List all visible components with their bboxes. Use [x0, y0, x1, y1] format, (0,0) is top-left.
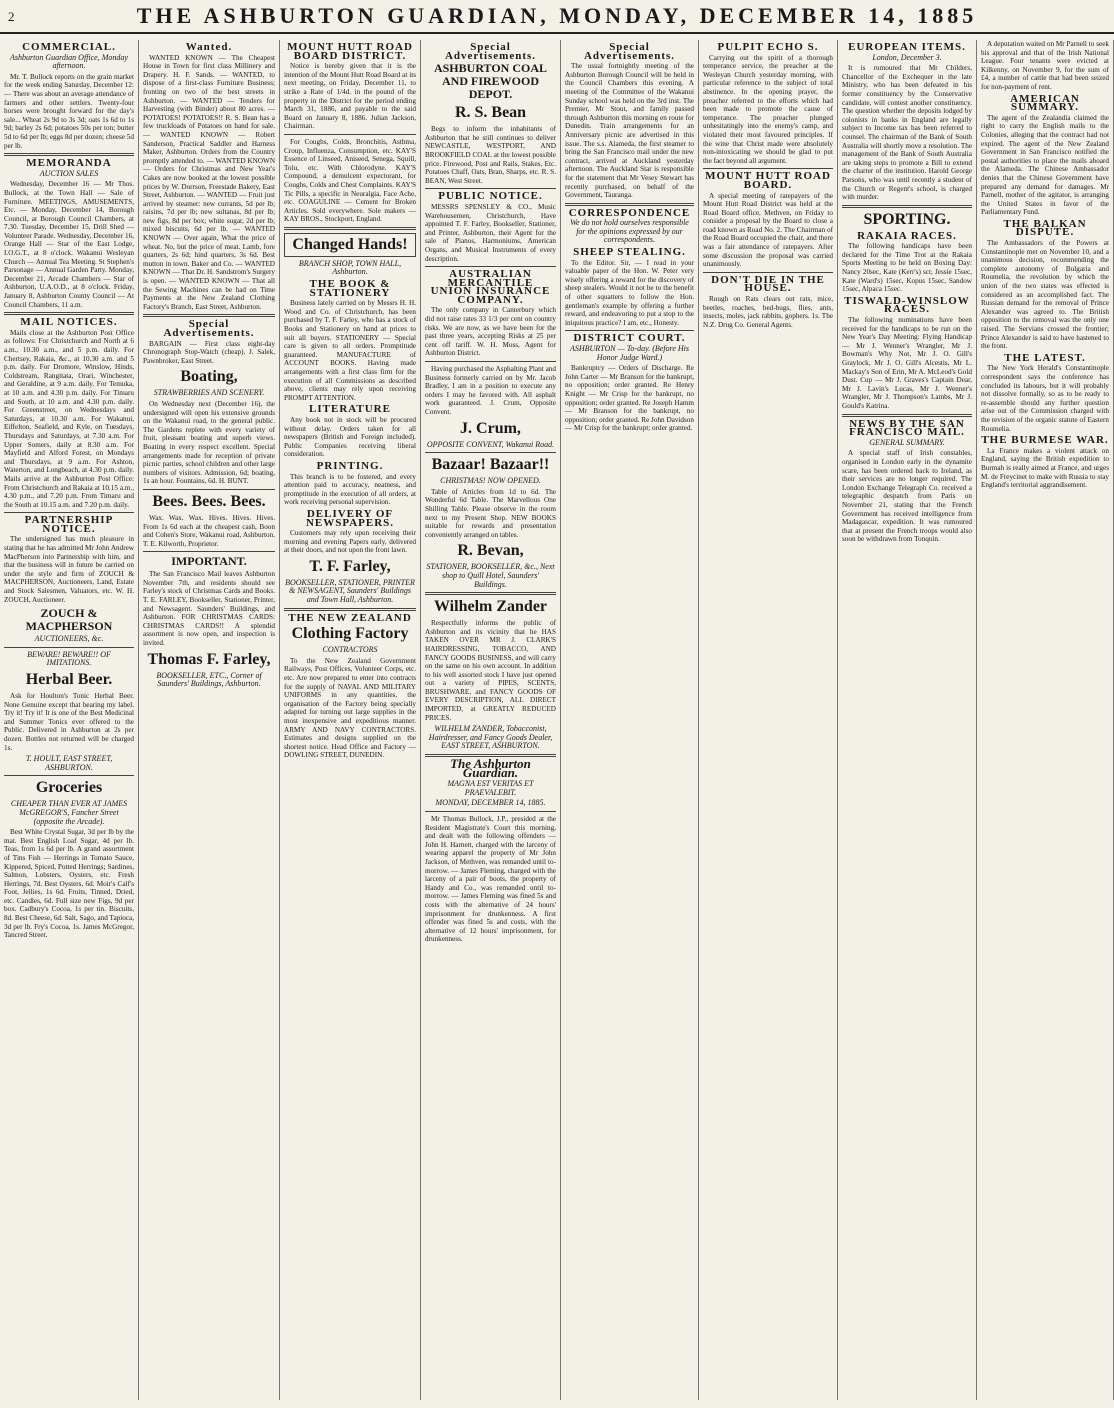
divider [143, 551, 275, 552]
sheep-stealing-heading: SHEEP STEALING. [573, 246, 686, 259]
memoranda-text: Wednesday, December 16 — Mr Thos. Bullock, at the Town Hall — Sale of Furniture. MEETINGS, AMUSEMENTS, Etc. — Monday, December 14, Borough Council, at Borough Council Chambers, at 7.30. Tuesday, December 15, Drill Shed — Volunteer Parade. Wednesday, December 16, Orange Hall — Star of the East Lodge, I.O.G.T., at 8 o'clock. Wakanui Wesleyan Church — Annual Tea Meeting. St Stephen's Parsonage — Annual Garden Party. Monday, December 21, Arcade Chambers — Star of Ashburton, U.A.O.D., at 8 o'clock. Friday, January 8, Ashburton County Council — At Council Chambers, 11 a.m. [4, 180, 134, 309]
bazaar-heading: Bazaar! Bazaar!! [431, 456, 550, 474]
literature-heading: LITERATURE [309, 403, 391, 416]
european-items-dateline: London, December 3. [872, 52, 942, 62]
guardian-motto: MAGNA EST VERITAS ET PRAEVALEBIT. [447, 779, 534, 797]
wanted-heading: Wanted. [185, 41, 233, 53]
column-2 [139, 40, 280, 1400]
special-ads-heading: Special Advertisements. [444, 41, 537, 62]
latest-text: The New York Herald's Constantinople correspondent says the conference has concluded its labours, but it will probably not dissolve formally, so as to be ready to re-assemble should any further question arise out of the Commission charged with the revision of the organic statute of Eastern Roumelia. [981, 364, 1109, 433]
boating-heading: Boating, [180, 368, 238, 386]
amc-text: The only company in Canterbury which did not raise rates 33 1/3 per cent on country risks. We are now, as we have been for the past three years, accepting Risks at 25 per cent off tariff. W. H. Moss, Agent for Ashburton District. [425, 306, 556, 358]
divider [4, 512, 134, 513]
page-number: 2 [8, 9, 15, 24]
column-3 [280, 40, 421, 1400]
groceries-heading: Groceries [35, 779, 103, 797]
printing-heading: PRINTING. [316, 459, 384, 472]
mount-hutt-board-heading: MOUNT HUTT ROAD BOARD. [705, 170, 831, 191]
tf-farley-heading: T. F. Farley, [309, 557, 391, 575]
dont-die-heading: DON'T DIE IN THE HOUSE. [711, 273, 825, 295]
european-items-heading: EUROPEAN ITEMS. [848, 41, 966, 53]
divider [842, 414, 972, 417]
correspondence-heading: CORRESPONDENCE [568, 206, 691, 219]
balkan-dispute-text: The Ambassadors of the Powers at Constantinople met on November 10, and a unanimous decision, recommending the complete autonomy of Bulgaria and Roumelia, the revolution by which the union of the two states was effected is considered as an accomplished fact. The Russian demand for the removal of Prince Alexander was agreed to. The British opposition to the removal was the only one raised. The Servians crossed the frontier; Prince Alexander is said to have hastened to the front. [981, 239, 1109, 351]
mount-hutt-board-text: A special meeting of ratepayers of the Mount Hutt Road District was held at the Road Board office, Methven, on Friday to consider a proposal by the Board to close a road known as Road No. 2. The Chairman of the Road Board occupied the chair, and there was a fair attendance of ratepayers. After some discussion the proposal was carried unanimously. [703, 191, 833, 269]
pulpit-echoes-heading: PULPIT ECHO S. [717, 41, 819, 53]
bazaar-text: Table of Articles from 1d to 6d. The Wonderful 6d Table. The Marvellous One Shilling Table. Please observe in the room next to my Present Shop. NEW BOOKS suitable for rewards and presentation conveniently arranged on tables. [425, 487, 556, 539]
zander-footer: WILHELM ZANDER, Tobacconist, Hairdresser, and Fancy Goods Dealer, EAST STREET, ASHBURTON. [428, 724, 553, 751]
commercial-subheading: Ashburton Guardian Office, Monday afternoon. [10, 52, 128, 71]
memoranda-subheading: AUCTION SALES [39, 168, 99, 178]
tf-farley-subheading: BOOKSELLER, STATIONER, PRINTER & NEWSAGENT, Saunders' Buildings and Town Hall, Ashburton. [285, 577, 415, 605]
divider [4, 775, 134, 776]
divider [143, 489, 275, 490]
divider [565, 330, 694, 331]
divider [842, 205, 972, 208]
divider [425, 592, 556, 595]
bargain-text: BARGAIN — First class eight-day Chronograph Stop-Watch (cheap). J. Salek, Pawnbroker, East Street. [143, 339, 275, 365]
pulpit-echoes-text: Carrying out the spirit of a thorough temperance service, the preacher at the Wesleyan Church yesterday morning, with particular reference to the subject of total abstinence. In the opening prayer, the preacher referred to the efforts which had been made to promote the cause of temperance. The preacher plunged unhesitatingly into the enemy's camp, and violated their most favoured principles. If the wine that Christ made were absolutely non-intoxicating we should be glad to put the fact beyond all argument. [703, 53, 833, 165]
nz-heading: THE NEW ZEALAND [288, 611, 412, 624]
correspondence-note: We do not hold ourselves responsible for the opinions expressed by our correspondents. [570, 218, 689, 245]
delivery-heading: DELIVERY OF NEWSPAPERS. [305, 507, 395, 529]
column-8 [977, 40, 1114, 1400]
bean-text: Begs to inform the inhabitants of Ashburton that he still continues to deliver NEWCASTLE, WESTPORT, AND BROOKFIELD COAL at the lowest possible price. Firewood, Post and Rails, Stakes, Etc. Potatoes Chaff, Oats, Bran, Sharps, etc. R. S. BEAN, West Street. [425, 125, 556, 185]
special-ads-heading: Special Advertisements. [163, 318, 255, 339]
public-notice-heading: PUBLIC NOTICE. [438, 190, 543, 203]
divider [425, 266, 556, 267]
zander-heading: Wilhelm Zander [433, 598, 548, 616]
bazaar-subheading: CHRISTMAS! NOW OPENED. [440, 476, 541, 486]
mail-notices-heading: MAIL NOTICES. [20, 316, 118, 329]
divider [4, 153, 134, 156]
divider [4, 647, 134, 648]
masthead [0, 0, 1114, 34]
partnership-heading: PARTNERSHIP NOTICE. [24, 514, 114, 535]
herbal-beer-heading: Herbal Beer. [25, 671, 113, 688]
rakaia-races-text: The following handicaps have been declared for the Time Trot at the Rakaia Sports Meeting to be held on Boxing Day: Nancy 20sec, Kate (Kerr's) scr, Jessie 15sec, Kate (Ward's) 15sec, Kopus 15sec, Sandow 15sec, Alpaca 15sec. [842, 242, 972, 294]
divider [425, 188, 556, 189]
divider [425, 361, 556, 362]
commercial-text: Mr. T. Bullock reports on the grain market for the week ending Saturday, December 12:— There was about an average attendance of farmers and other settlers. Twenty-four horses were brought forward for the day's sale... Wheat 2s 9d to 3s 3d; oats 1s 6d to 1s 9d; barley 2s 6d; potatoes 50s per ton; butter 5d to 6d per lb; eggs 8d per dozen; cheese 5d per lb. [4, 72, 134, 150]
commercial-heading: COMMERCIAL. [22, 41, 116, 53]
important-text: The San Francisco Mail leaves Ashburton November 7th, and residents should see Farley's stock of Christmas Cards and Books. T. E. FARLEY, Bookseller, Stationer, Printer, and Newsagent. Saunders' Buildings, and Ashburton. FOR CHRISTMAS CARDS: CHRISTMAS CARDS!! A splendid assortment is now open, and inspection is invited. [143, 570, 275, 648]
guardian-date: MONDAY, DECEMBER 14, 1885. [435, 798, 546, 808]
beware-notice: BEWARE! BEWARE!! OF IMITATIONS. [27, 649, 111, 668]
guardian-inner-title: The Ashburton Guardian. [450, 756, 531, 780]
european-items-text: It is rumoured that Mr Childers, Chancellor of the Exchequer in the late Ministry, who has been defeated in his former constituency by the Conservative candidate, will contest another constituency. The question whether the deposits lodged by colonists in banks in England are legally subject to Income tax has been referred to counsel. The chairman of the Bank of South Australia will shortly move a resolution. The management of the Bank of South Australia are taking steps to promote a Bill to extend the charter of the institution. Harold George Parsons, who was until recently a student of the Church or Regent's school, is charged with murder. [842, 64, 972, 202]
burmese-war-text: La France makes a violent attack on England, saying the British expedition to Burmah is really aimed at France, and urges M. de Freycinet to make with Russia to stay England's territorial aggrandisement. [981, 446, 1109, 490]
sf-mail-subheading: GENERAL SUMMARY. [869, 437, 945, 447]
changed-hands-heading: Changed Hands! [284, 233, 416, 257]
sf-mail-text: A special staff of Irish constables, organised in London early in the dynamite scare, has been ordered back to Ireland, as their services are no longer required. The London Exchange Telegraph Co. received a telegraphic despatch from Paris on November 21, stating that the French Government has received intelligence from Madagascar, expedition. It was rumoured that at present the French troops would also soon be withdrawn from Tonquin. [842, 449, 972, 544]
intro-text: A deputation waited on Mr Parnell to seek his approval and that of the Irish National League. Four tenants were evicted at Kilkenny, on November 9, for the sum of £4, a number of cattle that had been seized for non-payment of rent. [981, 40, 1109, 91]
herbal-beer-text: Ask for Houlton's Tonic Herbal Beer. None Genuine except that bearing my label. Try it! Try it! It is one of the Best Medicinal and Summer Tonics ever offered to the Public. Delivered in Ashburton at 2s per dozen. Bottles not returned will be charged 1s. [4, 692, 134, 752]
zander-text: Respectfully informs the public of Ashburton and its vicinity that he HAS TAKEN OVER MR J. CLARK'S HAIRDRESSING, TOBACCO, AND FANCY GOODS BUSINESS, and will carry on the same on his own account. In addition to his well assorted stock I have just opened out a variety of PIPES, SCENTS, BRUSHWARE, and FANCY GOODS OF EVERY DESCRIPTION, ALL DIRECT IMPORTED, at GREATLY REDUCED PRICES. [425, 619, 556, 722]
divider [425, 811, 556, 812]
wanted-text: WANTED KNOWN — The Cheapest House in Town for first class Millinery and Drapery. H. F. Sands. — WANTED, to dispose of a first-class Furniture Business; fronting on two of the best streets in Ashburton. — WANTED — Tenders for Harvesting (with Binder) about 80 acres. — POTATOES! POTATOES!! R. S. Bean has a few truckloads of Potatoes on hand for sale. — WANTED KNOWN — Robert Sanderson, Practical Saddler and Harness Maker, Ashburton. Orders from the Country promptly attended to. — WANTED KNOWN — Orders for Christmas and New Year's Cakes are now booked at the lowest possible prices by W. Dorrson, Freestade Bakery, East Street, Ashburton. — WANTED — Fruit just arrived by steamer: new currants, 5d per lb; raisins, 7d per lb; new sultanas, 8d per lb; new figs, 8d per box; white sugar, 2d per lb; mixed biscuits, 6d per lb. — WANTED KNOWN — Over again, What the price of wheat. No, but the price of meat. Lamb, fore quarters, 2s 6d; hind quarters, 3s 6d. Best mutton in town. Baker and Co. — WANTED KNOWN — That Dr. H. Sandstrom's Surgery is open. — WANTED KNOWN — That all the Sewing Machines can be had on Time Payments at the New Zealand Clothing Factory's Branch, East Street, Ashburton. [143, 53, 276, 311]
column-6 [699, 40, 838, 1400]
asphalt-text: Having purchased the Asphalting Plant and Business formerly carried on by Mr. Jacob Bradley, I am in a position to execute any orders I may be favored with. All asphalt work guaranteed. J. Crum, Opposite Convent. [425, 365, 556, 416]
divider [284, 608, 416, 611]
column-5 [561, 40, 699, 1400]
changed-hands-subheading: BRANCH SHOP, TOWN HALL, Ashburton. [298, 258, 402, 277]
divider [703, 168, 833, 169]
mount-hutt-heading: MOUNT HUTT ROAD BOARD DISTRICT. [287, 41, 413, 62]
divider [565, 203, 694, 206]
kays-text: For Coughs, Colds, Bronchitis, Asthma, Croup, Influenza, Consumption, etc. KAY'S Essence of Linseed, Aniseed, Senega, Squill, Tolu, etc. With Chlorodyne. KAY'S Compound, a demulcent expectorant, for Coughs, Colds and Chest Complaints. KAY'S Tic Pills, a specific in Neuralgia, Face Ache, etc. COAGULINE — Cement for Broken Articles. Sold everywhere. Sole makers — KAY BROS., Stockport, England. [284, 137, 416, 224]
tiswald-races-heading: TISWALD-WINSLOW RACES. [844, 294, 970, 316]
dont-die-text: Rough on Rats clears out rats, mice, beetles, roaches, bed-bugs, flies, ants, insects, moles, jack rabbits, gophers. 1s. The N.Z. Drug Co. General Agents. [703, 295, 833, 329]
boating-text: On Wednesday next (December 16), the undersigned will open his extensive grounds on the Wakanui road, to the general public. The Gardens replete with every variety of fruit, pleasant boating and superb views. Boating in every respect excellent. Special arrangements made for reception of private picnic parties, school children and other large numbers of visitors. Admission, 6d; boating, 1s an hour. Fountains, 6d. H. BUNT. [143, 399, 275, 486]
amc-heading: AUSTRALIAN MERCANTILE UNION INSURANCE COMPANY. [430, 268, 551, 306]
clothing-factory-heading: Clothing Factory [291, 625, 409, 643]
book-stationery-heading: THE BOOK & STATIONERY [309, 278, 391, 299]
bees-heading: Bees. Bees. Bees. [152, 492, 266, 510]
mount-hutt-text: Notice is hereby given that it is the intention of the Mount Hutt Road Board at its next meeting, on Friday, December 11, to strike a Rate of 1/4d. in the pound of the property in the District for the period ending March 31, 1886, and payable to the said Board on January 8, 1886. Julian Jackson, Chairman. [284, 62, 416, 131]
american-summary-heading: AMERICAN SUMMARY. [1010, 92, 1080, 114]
special-ads-heading: Special Advertisements. [583, 41, 676, 62]
printing-text: This branch is to be fostered, and every attention paid to accuracy, neatness, and promptitude in the execution of all orders, at work receiving personal supervision. [284, 472, 416, 507]
divider [284, 227, 416, 230]
sporting-heading: SPORTING. [863, 210, 951, 228]
literature-text: Any book not in stock will be procured without delay. Orders taken for all newspapers (British and Foreign included). Public Companies receiving liberal consideration. [284, 415, 416, 459]
zouch-name: ZOUCH & MACPHERSON [25, 606, 113, 634]
clothing-factory-text: To the New Zealand Government Railways, Post Offices, Volunteer Corps, etc. etc. Are now prepared to enter into contracts for the supply of NAVAL AND MILITARY UNIFORMS in any quantities, the organisation of the Factory being specially adapted for turning out large supplies in the most inexpensive and expeditious manner. ARMY AND NAVY CONTRACTORS. Estimates and designs supplied on the shortest notice. Head Office and Factory — DOWLING STREET, DUNEDIN. [284, 656, 416, 760]
farley-heading: Thomas F. Farley, [147, 650, 271, 668]
bevan-subheading: STATIONER, BOOKSELLER, &c., Next shop to Quill Hotel, Saunders' Buildings. [426, 562, 555, 589]
partnership-text: The undersigned has much pleasure in stating that he has admitted Mr John Andrew MacPherson into Partnership with him, and that the business will in future be carried on under the style and firm of ZOUCH & MACPHERSON, Auctioneers, Land, Estate and Stock Salesmen, Valuators, etc. W. H. ZOUCH, Auctioneer. [4, 535, 134, 604]
divider [425, 452, 556, 453]
tiswald-races-text: The following nominations have been received for the handicaps to be run on the New Year's Day Meeting: Flying Handicap — Mr J. Wenner's Wrangler, Mr J. Bowman's Why Not, Mr J. O. Gill's Graylock, Mr J. O. Gill's Alcestis, Mr L. Mackay's Son of Erin, Mr A. McLeod's Gold Dust. Cup — Mr J. Graves's Captain Dear, Mr J. Lavin's Lucas, Mr J. Wenner's Wrangler, Mr J. Thompson's Lambs, Mr J. Gould's Katrina. [842, 316, 972, 410]
column-4 [421, 40, 561, 1400]
column-7 [838, 40, 977, 1400]
sf-mail-heading: NEWS BY THE SAN FRANCISCO MAIL. [849, 417, 965, 439]
latest-heading: THE LATEST. [1004, 351, 1086, 364]
bevan-heading: R. Bevan, [457, 542, 524, 560]
newspaper-title: THE ASHBURTON GUARDIAN, MONDAY, DECEMBER 14, 1885 [136, 3, 978, 28]
column-1 [0, 40, 139, 1400]
burmese-war-heading: THE BURMESE WAR. [981, 434, 1109, 447]
district-court-text: Bankruptcy — Orders of Discharge. Re John Carter — Mr Branson for the bankrupt, no opposition; order granted. Re Henry Knight — Mr Crisp for the bankrupt, no opposition; order granted. Re Joseph Hamm — Mr Branson for the bankrupt, no opposition; order granted. Re John Davidson — Mr Crisp for the bankrupt; order granted. [565, 364, 694, 433]
divider [143, 314, 275, 317]
memoranda-heading: MEMORANDA [26, 157, 112, 170]
mail-notices-text: Mails close at the Ashburton Post Office as follows: For Christchurch and North at 6 a.m., 10.30 a.m., and 5 p.m. daily. For Chertsey, Rakaia, &c., at 10.30 a.m. and 5 p.m. daily. For Dromore, Winslow, Hinds, Coldstream, Rangitata, Orari, Winchester, and Geraldine, at 9 a.m. daily. For Temuka, at 10 a.m. and 4.30 p.m. daily. For Timaru and South, at 10 a.m. and 4.30 p.m. daily. For Greenstreet, on Wednesdays and Saturdays, at 10.30 a.m. For Wakanui, Eiffelton, Seafield, and Kyle, on Tuesdays, Thursdays and Saturdays, at 7.30 a.m. For Upper Somers, daily at 8.30 a.m. For Mayfield and Alford Forest, on Mondays and Thursdays, at 9 a.m. For Ashton, Waterton, and Longbeach, at 4.30 p.m. daily. Mails arrive at the Ashburton Post Office: From Christchurch and Rakaia at 10.15 a.m., 4.30 p.m., and 7.20 p.m. From Timaru and the South at 10.15 a.m. and 7.20 p.m. daily. [4, 328, 134, 509]
editorial-text: Mr Thomas Bullock, J.P., presided at the Resident Magistrate's Court this morning, and dealt with the following offenders — John H. Harnett, charged with the larceny of wearing apparel the property of Mr John Jackson, of Methven, was remanded until to-morrow. — James Fleming, charged with the larceny of a pair of boots, the property of Handy and Co., was remanded until to-morrow. — James Fleming was fined 5s and costs with the alternative of 24 hours' imprisonment for drunkenness. A first offender was fined 5s and costs, with the alternative of 12 hours' imprisonment, for drunkenness. [425, 815, 556, 944]
balkan-dispute-heading: THE BALKAN DISPUTE. [1003, 217, 1087, 239]
boating-subheading: STRAWBERRIES AND SCENERY. [153, 388, 265, 398]
book-stationery-text: Business lately carried on by Messrs H. H. Wood and Co. of Christchurch, has been purchased by T. F. Farley, who has a stock of Books and Stationery on hand at prices to suit all buyers. STATIONERY — Special care is given to all orders. Promptitude guaranteed. MANUFACTURE of ACCOUNT BOOKS. Having made arrangements with a first class firm for the execution of all Commissions as described above, clients may rely upon receiving PROMPT ATTENTION. [284, 299, 416, 402]
important-heading: IMPORTANT. [171, 554, 247, 569]
groceries-text: Best White Crystal Sugar, 3d per lb by the mat. Best English Loaf Sugar, 4d per lb. Teas, from 1s 6d per lb. A grand assortment of Tins Fish — Herrings in Tomato Sauce, Kippered, Spiced, Potted Herrings; Sardines, Salmon, Lobsters, Oysters, etc. Fresh Herrings, 7d. Best Oysters, 6d. Moir's Calf's Foot, Jellies, 1s 6d. Fruits, Tinned, Dried, etc. Candles, 6d. Full size new Figs, 9d per box. Cadbury's Cocoa, 1s per tin. Biscuits, 8d. Best Cheese, 6d. Salt, Sago, and Tapioca, 3d per lb. Fry's Cocoa, 1s. James McGregor, Tancred Street. [4, 828, 134, 940]
crum-subheading: OPPOSITE CONVENT, Wakanui Road. [426, 439, 555, 449]
divider [284, 134, 416, 135]
public-notice-text: MESSRS SPENSLEY & CO., Music Warehousemen, Christchurch, Have appointed T. F. Farley, Bookseller, Stationer, and Printer, Ashburton, their Agent for the sale of Pianos, Harmoniums, American Organs, and Musical Instruments of every description. [425, 202, 556, 263]
divider [703, 272, 833, 273]
rakaia-races-heading: RAKAIA RACES. [857, 229, 957, 242]
divider [4, 312, 134, 315]
delivery-text: Customers may rely upon receiving their morning and evening Papers early, delivered at their doors, and not upon the front lawn. [284, 529, 416, 555]
groceries-subheading: CHEAPER THAN EVER AT JAMES McGREGOR'S, Fancher Street (opposite the Arcade). [10, 799, 128, 826]
farley-subheading: BOOKSELLER, ETC., Corner of Saunders' Buildings, Ashburton. [156, 670, 262, 689]
american-summary-text: The agent of the Zealandia claimed the right to carry the English mails to the Colonies, alleging that the contract had not expired. The agent of the New Zealand Government in San Francisco notified the postal authorities to place the mails aboard the Alameda. The Chinese Ambassador denies that the Chinese Government have prepared any demand for damages. Mr Parnell, mother of the agitator, is arranging the United States in favor of the Parliamentary Fund. [981, 113, 1109, 217]
district-court-subheading: ASHBURTON — To-day. (Before His Honor Judge Ward.) [569, 344, 690, 362]
bean-heading: R. S. Bean [454, 104, 527, 122]
sheep-stealing-text: To the Editor. Sir, — I read in your valuable paper of the Hon. W. Peter very wisely offering a reward for the discovery of sheep stealers. Would it not be to the benefit of other squatters to follow the Hon. gentleman's example by offering a further reward, and endeavoring to put a stop to the iniquitous practice? I am, etc., Honesty. [565, 258, 694, 327]
zouch-subtitle: AUCTIONEERS, &c. [34, 634, 104, 644]
bees-text: Wax. Wax. Wax. Hives. Hives. Hives. From 1s 6d each at the cheapest cash, Boon and Cohen's Store, Wakanui road, Ashburton. T. E. Kilworth, Proprietor. [143, 513, 275, 548]
district-court-heading: DISTRICT COURT. [573, 332, 686, 345]
houlton-address: T. HOULT, EAST STREET, ASHBURTON. [25, 754, 113, 772]
editorial-text: The usual fortnightly meeting of the Ashburton Borough Council will be held in the Council Chambers this evening. A meeting of the Committee of the Wakanui Sunday school was held on the 3rd inst. The Premier, Mr Stout, and family passed through Ashburton this morning en route for Dunedin. Train arrangements for an Anniversary picnic are advertised in this issue. The s.s. Alameda, the first steamer to bring the San Francisco mail under the new contract, arrived at Auckland yesterday afternoon. The Auckland Star is responsible for the statement that Mr Vesey Stewart has recently purchased, on behalf of the Government, Tauranga. [565, 62, 694, 200]
coal-depot-heading: ASHBURTON COAL AND FIREWOOD DEPOT. [433, 61, 548, 102]
clothing-factory-subheading: CONTRACTORS [322, 645, 378, 655]
crum-heading: J. Crum, [460, 419, 521, 437]
